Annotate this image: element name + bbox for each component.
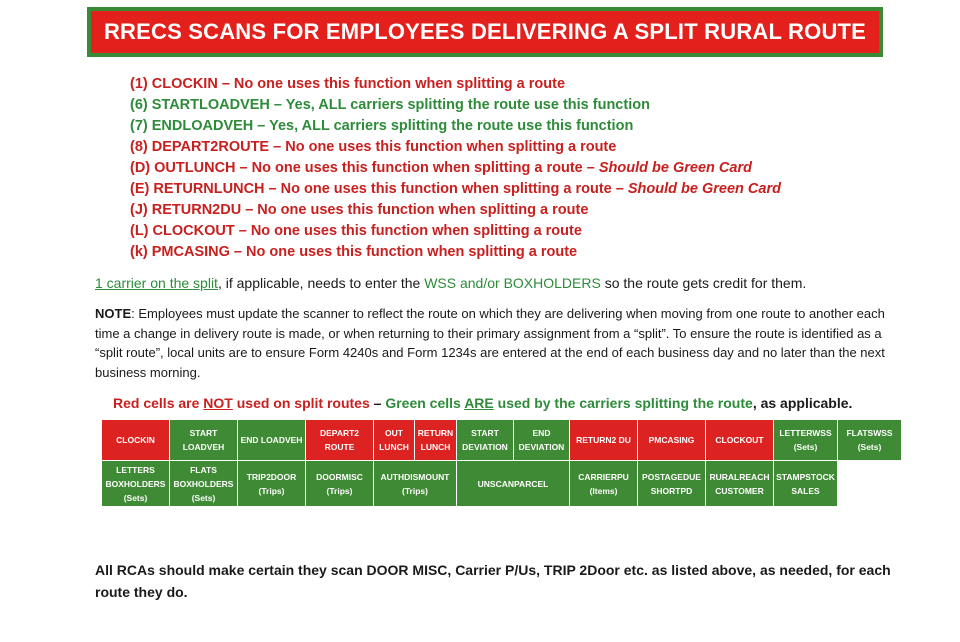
- legend-red-b: used on split routes: [232, 395, 370, 411]
- function-code: (E) RETURNLUNCH: [130, 181, 265, 197]
- legend-red-not: NOT: [203, 395, 233, 411]
- scan-cell-label: DEPART2: [319, 428, 360, 438]
- legend-dash: –: [369, 395, 386, 411]
- legend-tail: , as applicable.: [752, 395, 853, 411]
- scan-cell-label: CARRIERPU: [578, 471, 629, 482]
- scan-cell: [570, 420, 638, 461]
- scan-cell: [638, 461, 706, 507]
- scan-table-row-2: [102, 461, 902, 507]
- scan-cell: [102, 461, 170, 507]
- scan-cell-label: CLOCKOUT: [715, 435, 764, 445]
- scan-cell-label: RETURN: [417, 428, 454, 438]
- function-item: [130, 95, 781, 116]
- scan-cell-label: DOORMISC: [316, 471, 363, 482]
- scan-cell-label: AUTHDISMOUNT: [380, 471, 450, 482]
- scan-cell-label: START: [471, 428, 499, 438]
- legend-line: [113, 393, 852, 413]
- split-carrier-underlined: 1 carrier on the split: [95, 275, 218, 291]
- function-description: – No one uses this function when splitting a route: [241, 202, 589, 218]
- scan-cell: [838, 461, 902, 507]
- scan-cell: [238, 461, 306, 507]
- scan-cell-label: (Sets): [793, 442, 818, 452]
- function-description: – Yes, ALL carriers splitting the route use this function: [269, 97, 650, 113]
- scan-cell: [102, 420, 170, 461]
- legend-green-b: used by the carriers splitting the route: [493, 395, 753, 411]
- function-code: (k) PMCASING: [130, 244, 230, 260]
- scan-cell: [457, 461, 570, 507]
- function-description: – No one uses this function when splitting a route: [269, 139, 617, 155]
- scan-cell-label: LOADVEH: [182, 442, 225, 452]
- scan-cell-label: OUT: [385, 428, 403, 438]
- function-code: (1) CLOCKIN: [130, 76, 218, 92]
- scan-cell-label: (Sets): [191, 492, 216, 503]
- function-description: – No one uses this function when splitting a route –: [235, 160, 599, 176]
- scan-cell-label: (Trips): [326, 485, 353, 496]
- scan-cell-label: CUSTOMER: [715, 485, 764, 496]
- legend-green-a: Green cells: [385, 395, 465, 411]
- scan-cell: [838, 420, 902, 461]
- scan-cell: [170, 461, 238, 507]
- scan-cell-label: START: [189, 428, 218, 438]
- scan-cell-label: LUNCH: [420, 442, 451, 452]
- scan-cell: [774, 461, 838, 507]
- function-code: (L) CLOCKOUT: [130, 223, 235, 239]
- function-code: (D) OUTLUNCH: [130, 160, 236, 176]
- scan-cell-label: STAMPSTOCK: [776, 471, 835, 482]
- scan-cell: [170, 420, 238, 461]
- scan-cell: [306, 461, 374, 507]
- scan-cell-label: RETURN2 DU: [576, 435, 631, 445]
- function-item: [130, 200, 781, 221]
- scan-cell: [638, 420, 706, 461]
- scan-cell: [306, 420, 374, 461]
- scan-cell-label: (Trips): [402, 485, 428, 496]
- function-item: [130, 179, 781, 200]
- scan-cell-label: FLATS: [190, 464, 217, 475]
- scan-cell-label: RURALREACH: [709, 471, 770, 482]
- scan-cell-label: PMCASING: [648, 435, 695, 445]
- function-item: [130, 242, 781, 263]
- scan-cell-label: DEVIATION: [462, 442, 508, 452]
- scan-cell-label: FLATSWSS: [846, 428, 893, 438]
- scan-cell: [514, 420, 570, 461]
- scan-cell: [570, 461, 638, 507]
- split-carrier-text-1: , if applicable, needs to enter the: [217, 275, 425, 291]
- scan-cell-label: END LOADVEH: [240, 435, 303, 445]
- scan-cell: [374, 461, 457, 507]
- legend-green-are: ARE: [464, 395, 494, 411]
- split-carrier-green: WSS and/or BOXHOLDERS: [424, 275, 601, 291]
- function-item: [130, 221, 781, 242]
- scan-cell-label: SALES: [791, 485, 820, 496]
- scan-cell: [706, 461, 774, 507]
- scan-cell-label: BOXHOLDERS: [173, 478, 234, 489]
- function-item: [130, 116, 781, 137]
- scan-cell-label: (Items): [589, 485, 618, 496]
- function-note: Should be Green Card: [627, 181, 781, 197]
- scan-cell-label: DEVIATION: [518, 442, 565, 452]
- page-title: RRECS SCANS FOR EMPLOYEES DELIVERING A SPLIT RURAL ROUTE: [103, 19, 867, 44]
- scan-cell-label: CLOCKIN: [116, 435, 155, 445]
- function-description: – No one uses this function when splitting a route: [234, 223, 582, 239]
- function-list: [130, 74, 781, 263]
- scan-function-table: [101, 419, 902, 507]
- scan-cell-label: TRIP2DOOR: [246, 471, 297, 482]
- legend-red-a: Red cells are: [113, 395, 204, 411]
- scan-cell-label: LETTERS: [116, 464, 155, 475]
- function-description: – Yes, ALL carriers splitting the route use this function: [253, 118, 634, 134]
- scan-cell-label: END: [532, 428, 551, 438]
- scan-cell: [415, 420, 457, 461]
- scan-cell-label: POSTAGEDUE: [642, 471, 701, 482]
- split-carrier-text-2: so the route gets credit for them.: [600, 275, 807, 291]
- function-code: (J) RETURN2DU: [130, 202, 242, 218]
- function-description: – No one uses this function when splitting a route: [217, 76, 566, 92]
- note-text: : Employees must update the scanner to reflect the route on which they are delivering when moving from one route to another each time a change in delivery route is made, or when returning to their primary assignment from a “split”. To ensure the route is identified as a “split route”, local units are to ensure Form 4240s and Form 1234s are entered at the end of each business day and no later than the next business morning.: [95, 306, 885, 380]
- scan-cell: [774, 420, 838, 461]
- scan-cell: [374, 420, 415, 461]
- scan-cell-label: (Sets): [123, 492, 148, 503]
- scan-cell-label: (Trips): [258, 485, 285, 496]
- note-paragraph: [95, 304, 895, 382]
- scan-cell-label: UNSCANPARCEL: [477, 478, 549, 489]
- function-note: Should be Green Card: [598, 160, 752, 176]
- function-code: (7) ENDLOADVEH: [130, 118, 254, 134]
- scan-cell-label: (Sets): [857, 442, 882, 452]
- function-item: [130, 158, 781, 179]
- function-code: (8) DEPART2ROUTE: [130, 139, 270, 155]
- scan-cell: [238, 420, 306, 461]
- note-label: NOTE: [95, 306, 132, 321]
- scan-cell-label: SHORTPD: [650, 485, 693, 496]
- function-item: [130, 74, 781, 95]
- scan-cell-label: LETTERWSS: [779, 428, 832, 438]
- scan-cell: [457, 420, 514, 461]
- scan-cell-label: ROUTE: [324, 442, 355, 452]
- function-description: – No one uses this function when splitting a route –: [264, 181, 628, 197]
- closing-statement: All RCAs should make certain they scan DOOR MISC, Carrier P/Us, TRIP 2Door etc. as listed above, as needed, for each route they do.: [95, 562, 891, 600]
- scan-cell-label: BOXHOLDERS: [105, 478, 166, 489]
- title-banner: [87, 7, 883, 57]
- scan-cell: [706, 420, 774, 461]
- function-description: – No one uses this function when splitting a route: [229, 244, 578, 260]
- function-item: [130, 137, 781, 158]
- scan-table-row-1: [102, 420, 902, 461]
- split-carrier-line: [95, 273, 806, 293]
- scan-cell-label: LUNCH: [379, 442, 409, 452]
- function-code: (6) STARTLOADVEH: [130, 97, 270, 113]
